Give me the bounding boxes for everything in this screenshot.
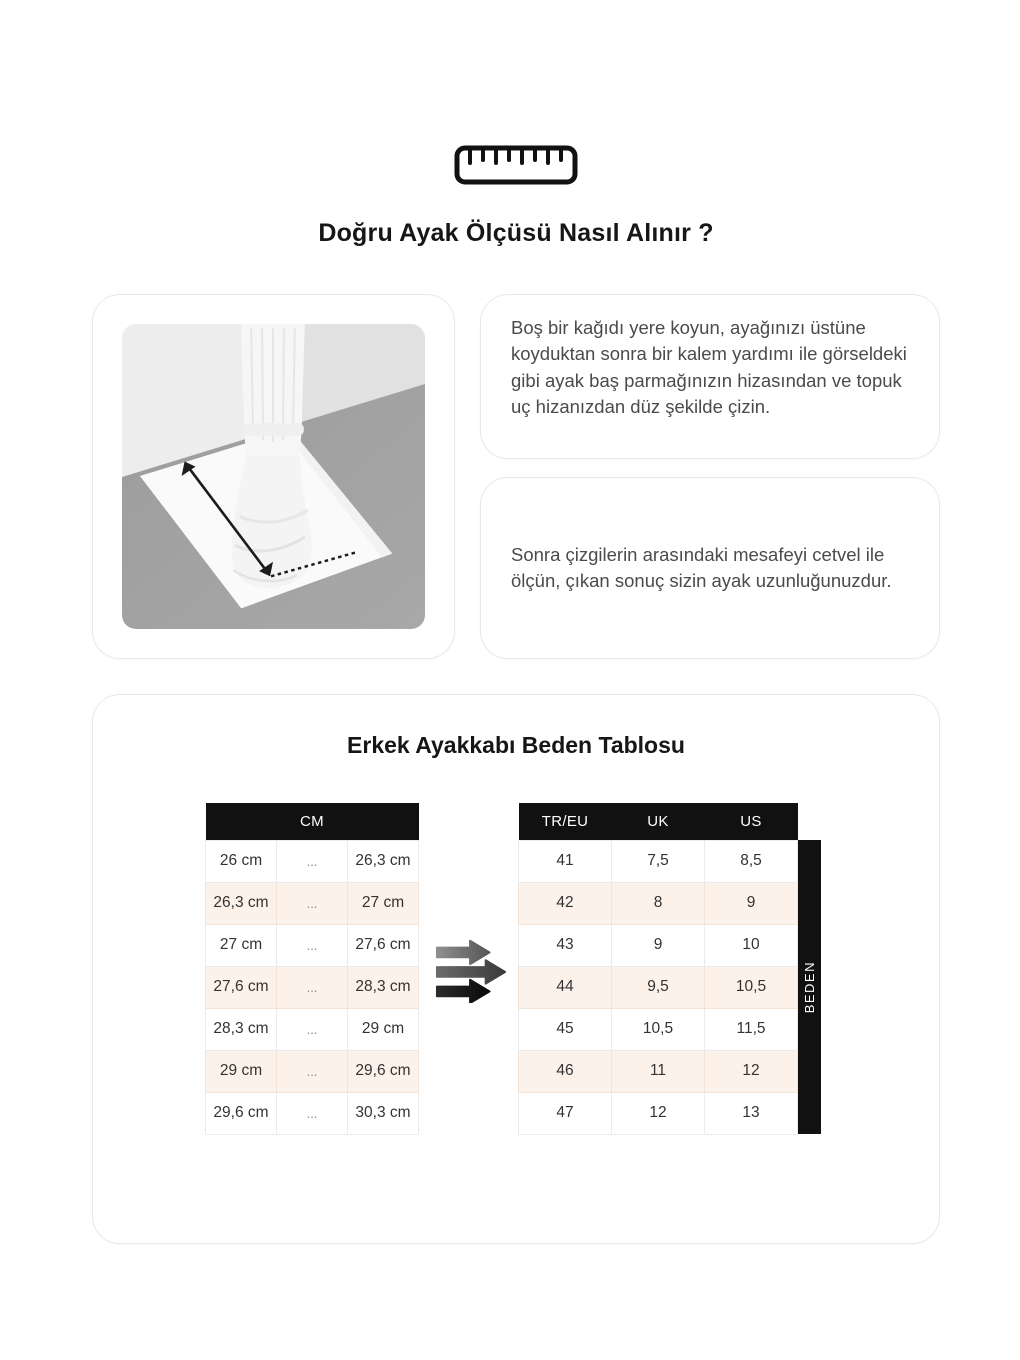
measurement-photo-card bbox=[92, 294, 455, 659]
ruler-icon bbox=[92, 0, 940, 185]
foot-measurement-photo bbox=[122, 324, 425, 629]
table-row: 27 cm ... 27,6 cm bbox=[206, 924, 419, 966]
range-separator: ... bbox=[277, 966, 348, 1008]
table-row: 43 9 10 bbox=[519, 924, 798, 966]
three-right-arrows-icon bbox=[434, 935, 510, 1003]
cm-table-header: CM bbox=[206, 803, 419, 840]
table-row: 45 10,5 11,5 bbox=[519, 1008, 798, 1050]
table-row: 47 12 13 bbox=[519, 1092, 798, 1134]
table-row: 26,3 cm ... 27 cm bbox=[206, 882, 419, 924]
table-row: 44 9,5 10,5 bbox=[519, 966, 798, 1008]
instructions-section bbox=[92, 294, 940, 659]
instruction-step-2-card bbox=[480, 477, 940, 659]
size-table-card bbox=[92, 694, 940, 1244]
table-row: 29 cm ... 29,6 cm bbox=[206, 1050, 419, 1092]
beden-side-label: BEDEN bbox=[798, 840, 821, 1134]
conversion-table-wrap bbox=[518, 803, 821, 1135]
conversion-table-header-row: TR/EU UK US bbox=[519, 803, 798, 840]
size-guide-page bbox=[92, 0, 940, 1244]
range-separator: ... bbox=[277, 882, 348, 924]
range-separator: ... bbox=[277, 1092, 348, 1134]
page-title: Doğru Ayak Ölçüsü Nasıl Alınır ? bbox=[318, 219, 714, 247]
instruction-step-2-text: Sonra çizgilerin arasındaki mesafeyi cetvel ile ölçün, çıkan sonuç sizin ayak uzunluğunuzdur. bbox=[511, 543, 892, 591]
range-separator: ... bbox=[277, 924, 348, 966]
conversion-table bbox=[518, 803, 798, 1135]
table-row: 27,6 cm ... 28,3 cm bbox=[206, 966, 419, 1008]
table-row: 26 cm ... 26,3 cm bbox=[206, 840, 419, 882]
size-tables-row bbox=[93, 803, 939, 1135]
table-row: 42 8 9 bbox=[519, 882, 798, 924]
table-row: 29,6 cm ... 30,3 cm bbox=[206, 1092, 419, 1134]
instruction-cards-column bbox=[480, 294, 940, 659]
range-separator: ... bbox=[277, 1050, 348, 1092]
table-row: 46 11 12 bbox=[519, 1050, 798, 1092]
instruction-step-1-card bbox=[480, 294, 940, 459]
instruction-step-1-text: Boş bir kağıdı yere koyun, ayağınızı üstüne koyduktan sonra bir kalem yardımı ile görseldeki gibi ayak baş parmağınızın hizasından ve topuk uç hizanızdan düz şekilde çizin. bbox=[511, 317, 907, 418]
table-row: 41 7,5 8,5 bbox=[519, 840, 798, 882]
range-separator: ... bbox=[277, 1008, 348, 1050]
table-row: 28,3 cm ... 29 cm bbox=[206, 1008, 419, 1050]
cm-table bbox=[205, 803, 419, 1135]
size-table-title: Erkek Ayakkabı Beden Tablosu bbox=[347, 732, 685, 758]
range-separator: ... bbox=[277, 840, 348, 882]
